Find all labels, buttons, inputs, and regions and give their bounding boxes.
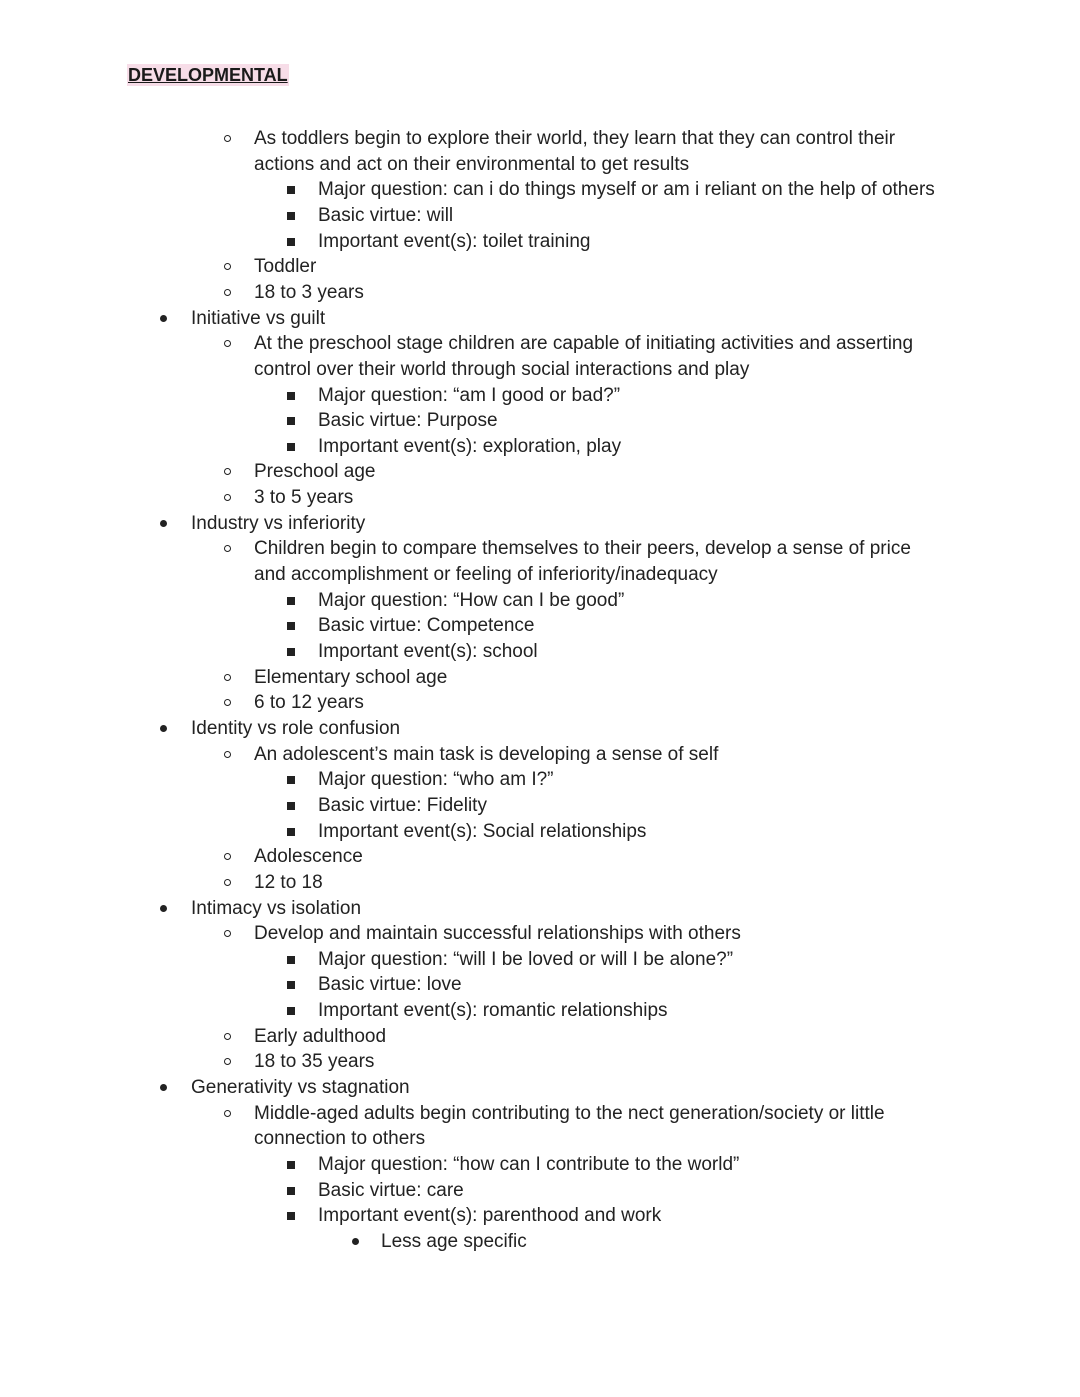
bullet-square-icon	[287, 1161, 295, 1169]
bullet-circle-icon	[224, 674, 231, 681]
outline-text: Important event(s): school	[318, 641, 538, 662]
outline-text: 6 to 12 years	[254, 692, 364, 713]
bullet-square-icon	[287, 802, 295, 810]
bullet-square-icon	[287, 648, 295, 656]
outline-text: actions and act on their environmental to get results	[254, 154, 690, 175]
outline-text: control over their world through social interactions and play	[254, 359, 750, 380]
bullet-square-icon	[287, 1187, 295, 1195]
outline-text: Industry vs inferiority	[191, 513, 366, 534]
outline-text: and accomplishment or feeling of inferiority/inadequacy	[254, 564, 718, 585]
outline-text: Basic virtue: will	[318, 205, 454, 226]
bullet-circle-icon	[224, 853, 231, 860]
bullet-square-icon	[287, 212, 295, 220]
section-heading: DEVELOPMENTAL	[128, 65, 288, 85]
outline-text: Adolescence	[254, 846, 363, 867]
bullet-circle-icon	[224, 1033, 231, 1040]
outline-text: 3 to 5 years	[254, 487, 354, 508]
outline-text: Basic virtue: Fidelity	[318, 795, 487, 816]
outline-text: Initiative vs guilt	[191, 308, 326, 329]
bullet-circle-icon	[224, 468, 231, 475]
outline-text: Major question: “who am I?”	[318, 769, 554, 790]
outline-text: Important event(s): exploration, play	[318, 436, 622, 457]
outline-text: 18 to 35 years	[254, 1051, 375, 1072]
outline-text: As toddlers begin to explore their world, they learn that they can control their	[254, 128, 896, 149]
bullet-circle-icon	[224, 1058, 231, 1065]
bullet-circle-icon	[224, 263, 231, 270]
bullet-square-icon	[287, 443, 295, 451]
outline-text: Early adulthood	[254, 1026, 387, 1047]
bullet-disc-icon	[352, 1238, 359, 1245]
outline-text: Basic virtue: love	[318, 974, 462, 995]
outline-text: Elementary school age	[254, 667, 448, 688]
bullet-disc-icon	[160, 315, 167, 322]
outline-text: 18 to 3 years	[254, 282, 364, 303]
bullet-square-icon	[287, 956, 295, 964]
bullet-square-icon	[287, 186, 295, 194]
bullet-disc-icon	[160, 520, 167, 527]
bullet-square-icon	[287, 828, 295, 836]
bullet-circle-icon	[224, 545, 231, 552]
outline-text: Less age specific	[381, 1231, 527, 1252]
outline-text: Basic virtue: care	[318, 1180, 464, 1201]
bullet-square-icon	[287, 981, 295, 989]
outline-text: Intimacy vs isolation	[191, 898, 362, 919]
outline-text: Basic virtue: Competence	[318, 615, 535, 636]
bullet-circle-icon	[224, 340, 231, 347]
outline-text: Children begin to compare themselves to their peers, develop a sense of price	[254, 538, 911, 559]
bullet-square-icon	[287, 238, 295, 246]
outline-text: Major question: can i do things myself or am i reliant on the help of others	[318, 179, 935, 200]
bullet-circle-icon	[224, 289, 231, 296]
outline-text: connection to others	[254, 1128, 426, 1149]
bullet-circle-icon	[224, 751, 231, 758]
outline-text: Develop and maintain successful relationships with others	[254, 923, 741, 944]
bullet-circle-icon	[224, 135, 231, 142]
outline-text: Major question: “How can I be good”	[318, 590, 625, 611]
bullet-disc-icon	[160, 905, 167, 912]
bullet-circle-icon	[224, 879, 231, 886]
bullet-square-icon	[287, 622, 295, 630]
outline-text: Identity vs role confusion	[191, 718, 401, 739]
bullet-circle-icon	[224, 1110, 231, 1117]
outline-text: Major question: “will I be loved or will I be alone?”	[318, 949, 734, 970]
bullet-square-icon	[287, 392, 295, 400]
bullet-disc-icon	[160, 725, 167, 732]
bullet-square-icon	[287, 776, 295, 784]
outline-text: 12 to 18	[254, 872, 323, 893]
outline-text: An adolescent’s main task is developing a sense of self	[254, 744, 719, 765]
bullet-circle-icon	[224, 699, 231, 706]
outline-text: Basic virtue: Purpose	[318, 410, 498, 431]
bullet-disc-icon	[160, 1084, 167, 1091]
outline-text: Major question: “how can I contribute to the world”	[318, 1154, 740, 1175]
outline-text: Important event(s): parenthood and work	[318, 1205, 662, 1226]
bullet-square-icon	[287, 417, 295, 425]
bullet-circle-icon	[224, 930, 231, 937]
outline-text: Important event(s): toilet training	[318, 231, 591, 252]
outline-text: Toddler	[254, 256, 317, 277]
bullet-square-icon	[287, 1212, 295, 1220]
bullet-square-icon	[287, 1007, 295, 1015]
bullet-square-icon	[287, 597, 295, 605]
outline-text: Middle-aged adults begin contributing to the nect generation/society or little	[254, 1103, 885, 1124]
outline-text: Preschool age	[254, 461, 376, 482]
outline-text: Important event(s): romantic relationships	[318, 1000, 668, 1021]
outline-text: At the preschool stage children are capable of initiating activities and asserting	[254, 333, 914, 354]
outline-text: Important event(s): Social relationships	[318, 821, 647, 842]
bullet-circle-icon	[224, 494, 231, 501]
outline-text: Major question: “am I good or bad?”	[318, 385, 621, 406]
outline-text: Generativity vs stagnation	[191, 1077, 410, 1098]
